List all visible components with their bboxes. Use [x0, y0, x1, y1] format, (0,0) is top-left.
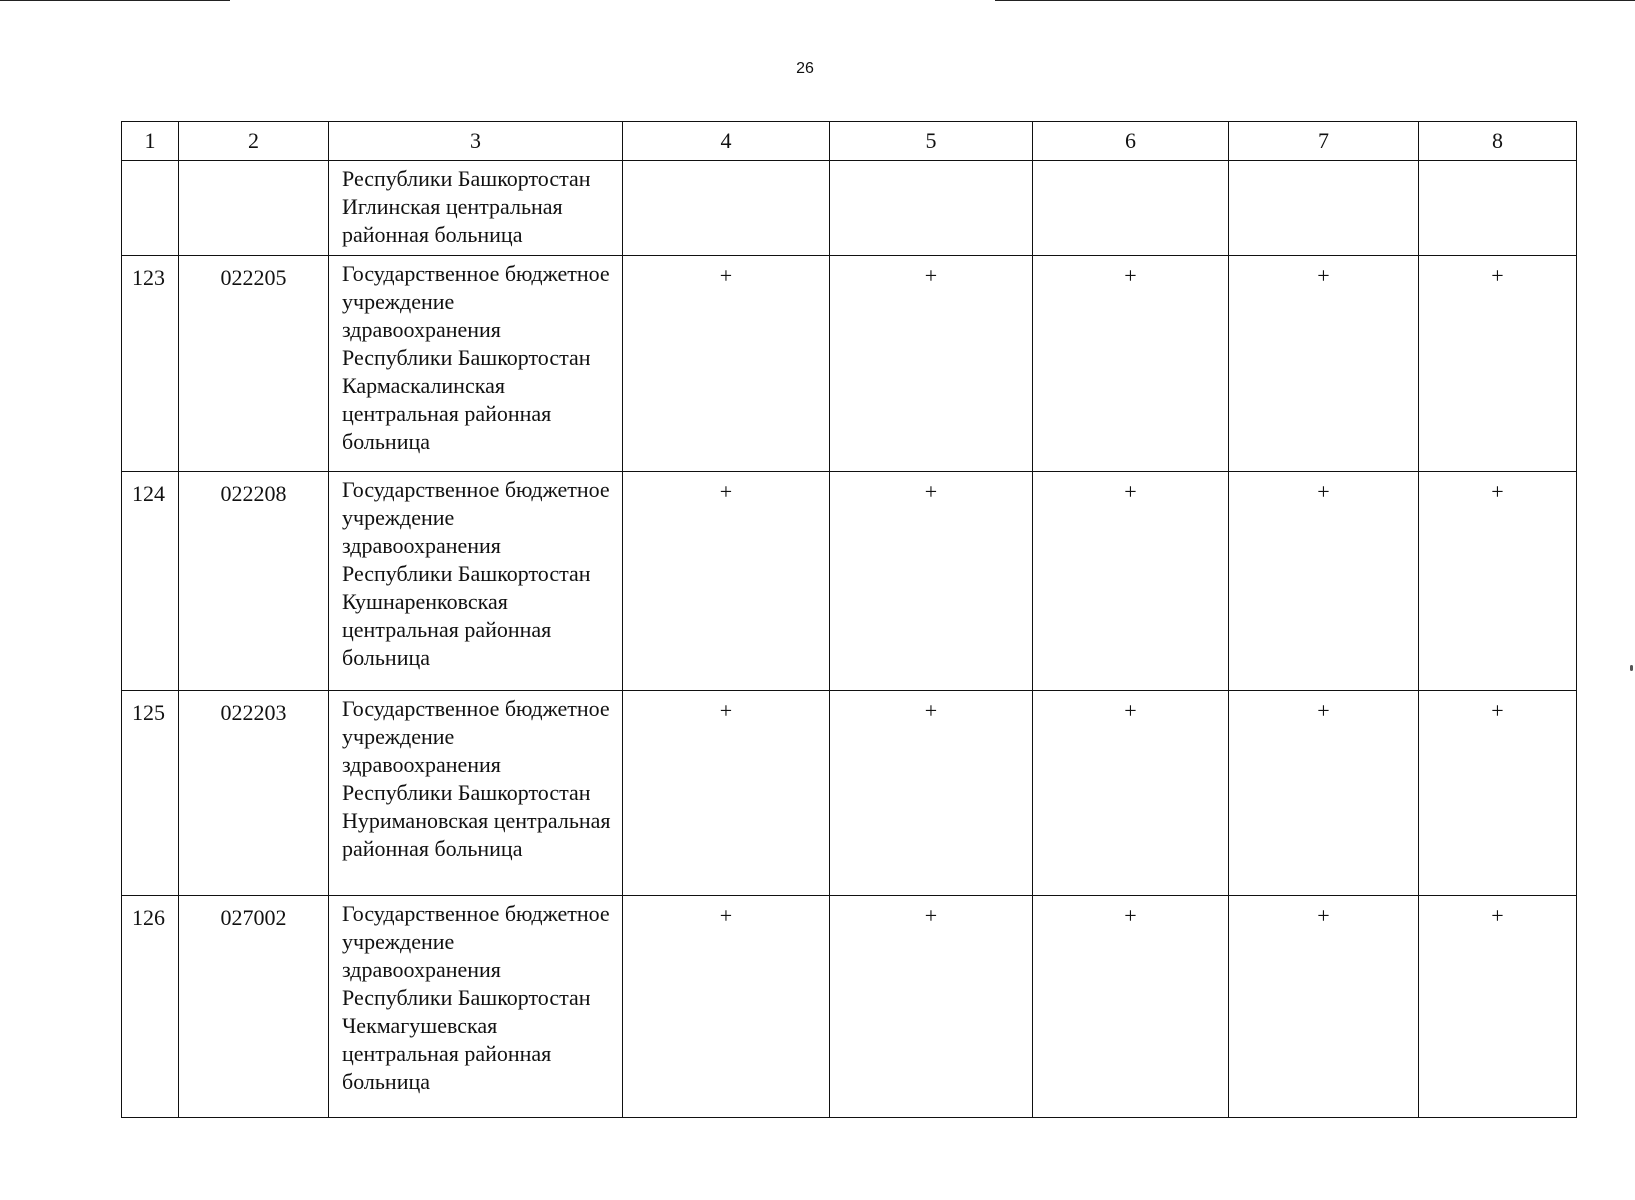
mark-cell: + — [830, 896, 1033, 1118]
num-cell: 125 — [122, 691, 179, 896]
table-row-continuation — [122, 161, 1577, 256]
header-cell: 2 — [179, 122, 329, 161]
hospital-table — [121, 121, 1577, 1118]
header-cell: 1 — [122, 122, 179, 161]
mark-cell: + — [830, 256, 1033, 472]
scan-edge-line-left — [0, 0, 230, 1]
code-cell: 022208 — [179, 472, 329, 691]
scan-edge-line-right — [995, 0, 1635, 1]
mark-cell — [1419, 161, 1577, 256]
mark-cell: + — [623, 896, 830, 1118]
header-cell: 5 — [830, 122, 1033, 161]
name-cell: Государственное бюджетное учреждение здравоохранения Республики Башкортостан Кармаскалинская центральная районная больница — [329, 256, 623, 472]
mark-cell: + — [1419, 691, 1577, 896]
table-row — [122, 896, 1577, 1118]
mark-cell: + — [1419, 896, 1577, 1118]
mark-cell — [623, 161, 830, 256]
page-number: 26 — [796, 60, 814, 77]
name-cell: Государственное бюджетное учреждение здравоохранения Республики Башкортостан Нуримановская центральная районная больница — [329, 691, 623, 896]
header-cell: 3 — [329, 122, 623, 161]
mark-cell — [1033, 161, 1229, 256]
mark-cell: + — [1033, 691, 1229, 896]
mark-cell: + — [623, 691, 830, 896]
code-cell: 027002 — [179, 896, 329, 1118]
mark-cell: + — [1229, 256, 1419, 472]
header-cell: 6 — [1033, 122, 1229, 161]
mark-cell: + — [1419, 472, 1577, 691]
mark-cell: + — [623, 472, 830, 691]
name-cell: Республики Башкортостан Иглинская центральная районная больница — [329, 161, 623, 256]
mark-cell: + — [1033, 472, 1229, 691]
num-cell — [122, 161, 179, 256]
mark-cell: + — [830, 691, 1033, 896]
mark-cell: + — [1033, 896, 1229, 1118]
mark-cell: + — [830, 472, 1033, 691]
code-cell: 022205 — [179, 256, 329, 472]
code-cell — [179, 161, 329, 256]
header-cell: 4 — [623, 122, 830, 161]
mark-cell: + — [1229, 896, 1419, 1118]
name-cell: Государственное бюджетное учреждение здравоохранения Республики Башкортостан Чекмагушевская центральная районная больница — [329, 896, 623, 1118]
scan-speck — [1630, 665, 1633, 671]
num-cell: 126 — [122, 896, 179, 1118]
mark-cell: + — [1229, 691, 1419, 896]
mark-cell: + — [623, 256, 830, 472]
name-cell: Государственное бюджетное учреждение здравоохранения Республики Башкортостан Кушнаренковская центральная районная больница — [329, 472, 623, 691]
num-cell: 124 — [122, 472, 179, 691]
mark-cell: + — [1419, 256, 1577, 472]
table-row — [122, 691, 1577, 896]
mark-cell: + — [1229, 472, 1419, 691]
mark-cell: + — [1033, 256, 1229, 472]
mark-cell — [830, 161, 1033, 256]
header-cell: 8 — [1419, 122, 1577, 161]
mark-cell — [1229, 161, 1419, 256]
header-row — [122, 122, 1577, 161]
table-row — [122, 256, 1577, 472]
header-cell: 7 — [1229, 122, 1419, 161]
num-cell: 123 — [122, 256, 179, 472]
table-row — [122, 472, 1577, 691]
code-cell: 022203 — [179, 691, 329, 896]
